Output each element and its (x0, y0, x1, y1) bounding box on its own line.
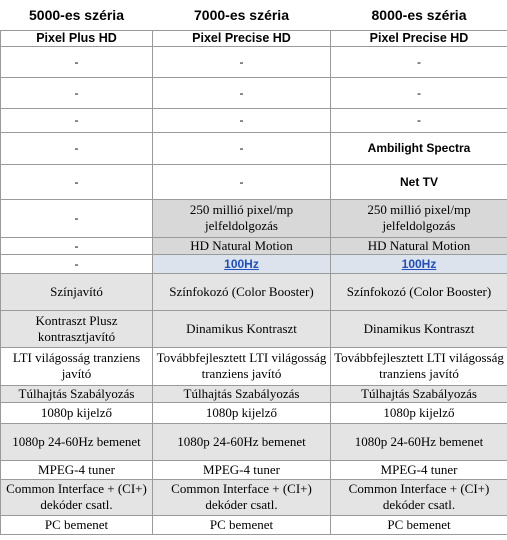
header-5000: 5000-es széria (1, 0, 153, 30)
table-row (1, 132, 507, 164)
table-cell: - (153, 46, 331, 77)
header-7000: 7000-es széria (153, 0, 331, 30)
table-cell (331, 254, 507, 273)
table-cell: HD Natural Motion (153, 237, 331, 254)
subheader-7000: Pixel Precise HD (153, 30, 331, 46)
table-row (1, 199, 507, 237)
header-row (1, 0, 507, 30)
table-cell: HD Natural Motion (331, 237, 507, 254)
table-row (1, 460, 507, 479)
feature-net-tv: Net TV (331, 164, 507, 199)
table-cell: 250 millió pixel/mp jelfeldolgozás (331, 199, 507, 237)
100hz-link[interactable]: 100Hz (401, 256, 437, 271)
table-cell: 1080p kijelző (1, 402, 153, 423)
table-cell: 1080p kijelző (331, 402, 507, 423)
table-cell: - (1, 237, 153, 254)
table-cell: 1080p 24-60Hz bemenet (331, 423, 507, 460)
table-row (1, 515, 507, 534)
table-cell: - (1, 199, 153, 237)
table-cell: Továbbfejlesztett LTI világosság tranziens javító (331, 347, 507, 385)
table-cell: - (153, 132, 331, 164)
table-cell: Színfokozó (Color Booster) (331, 273, 507, 310)
table-cell: MPEG-4 tuner (153, 460, 331, 479)
table-row (1, 385, 507, 402)
table-row (1, 310, 507, 347)
table-cell: Túlhajtás Szabályozás (331, 385, 507, 402)
table-cell: Dinamikus Kontraszt (331, 310, 507, 347)
table-cell: - (1, 254, 153, 273)
table-cell: - (331, 46, 507, 77)
table-row (1, 479, 507, 515)
table-cell: Kontraszt Plusz kontrasztjavító (1, 310, 153, 347)
table-row (1, 46, 507, 77)
table-cell: 1080p 24-60Hz bemenet (1, 423, 153, 460)
table-cell: 1080p 24-60Hz bemenet (153, 423, 331, 460)
table-cell: 250 millió pixel/mp jelfeldolgozás (153, 199, 331, 237)
subheader-8000: Pixel Precise HD (331, 30, 507, 46)
table-cell: - (331, 108, 507, 132)
table-cell: Dinamikus Kontraszt (153, 310, 331, 347)
table-cell: PC bemenet (1, 515, 153, 534)
table-cell: 1080p kijelző (153, 402, 331, 423)
table-cell: Továbbfejlesztett LTI világosság tranziens javító (153, 347, 331, 385)
table-cell: - (153, 108, 331, 132)
table-cell: MPEG-4 tuner (331, 460, 507, 479)
table-row (1, 273, 507, 310)
table-row (1, 164, 507, 199)
table-cell: Színfokozó (Color Booster) (153, 273, 331, 310)
table-cell: MPEG-4 tuner (1, 460, 153, 479)
table-cell (153, 254, 331, 273)
table-row (1, 237, 507, 254)
table-cell: - (1, 164, 153, 199)
table-row (1, 347, 507, 385)
table-cell: Common Interface + (CI+) dekóder csatl. (153, 479, 331, 515)
table-cell: - (1, 108, 153, 132)
table-cell: PC bemenet (153, 515, 331, 534)
header-8000: 8000-es széria (331, 0, 507, 30)
table-cell: - (153, 164, 331, 199)
table-cell: PC bemenet (331, 515, 507, 534)
table-row (1, 402, 507, 423)
table-row (1, 108, 507, 132)
table-cell: LTI világosság tranziens javító (1, 347, 153, 385)
table-row (1, 77, 507, 108)
table-cell: - (1, 77, 153, 108)
table-cell: Common Interface + (CI+) dekóder csatl. (1, 479, 153, 515)
table-cell: - (331, 77, 507, 108)
subheader-row (1, 30, 507, 46)
table-cell: Common Interface + (CI+) dekóder csatl. (331, 479, 507, 515)
table-cell: Túlhajtás Szabályozás (153, 385, 331, 402)
table-cell: Színjavító (1, 273, 153, 310)
table-cell: - (1, 46, 153, 77)
table-cell: - (1, 132, 153, 164)
100hz-link[interactable]: 100Hz (224, 256, 259, 271)
table-cell: Túlhajtás Szabályozás (1, 385, 153, 402)
subheader-5000: Pixel Plus HD (1, 30, 153, 46)
table-row (1, 254, 507, 273)
table-row (1, 423, 507, 460)
table-cell: - (153, 77, 331, 108)
feature-ambilight: Ambilight Spectra (331, 132, 507, 164)
